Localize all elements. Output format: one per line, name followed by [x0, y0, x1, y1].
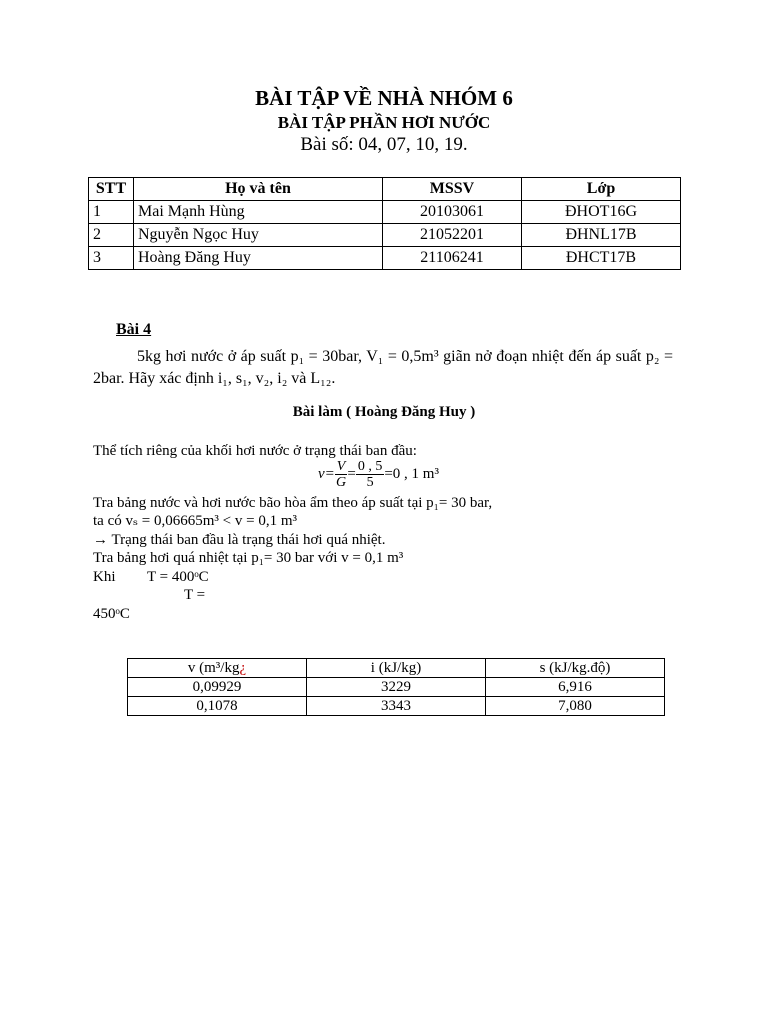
table-cell: 2 [89, 224, 134, 247]
table-cell: ĐHNL17B [522, 224, 681, 247]
table-cell: 3229 [307, 678, 486, 697]
temperature-label: T = [184, 587, 206, 603]
table-cell: Nguyễn Ngọc Huy [134, 224, 383, 247]
temperature-value: 450ᵒC [93, 606, 130, 622]
steam-table [127, 658, 665, 716]
formula-fraction [335, 459, 348, 490]
table-cell: ĐHCT17B [522, 247, 681, 270]
table-cell: Mai Mạnh Hùng [134, 201, 383, 224]
temperature-value: T = 400ᵒC [147, 569, 209, 585]
column-header: i (kJ/kg) [307, 659, 486, 678]
table-row [89, 247, 681, 270]
problem-statement [93, 346, 673, 390]
problem-label: Bài 4 [116, 321, 152, 338]
table-cell: 0,09929 [128, 678, 307, 697]
column-header-text: v (m³/kg [187, 660, 240, 676]
page-subtitle: BÀI TẬP PHẦN HƠI NƯỚC [277, 113, 491, 132]
table-cell: 21106241 [383, 247, 522, 270]
fraction-denominator: G [336, 475, 347, 490]
solution-line: ta có vₛ = 0,06665m³ < v = 0,1 m³ [93, 513, 297, 529]
formula-equals: = [347, 465, 356, 482]
column-header: Lớp [522, 178, 681, 201]
members-table [88, 177, 681, 270]
problem-text: 5kg hơi nước ở áp suất p₁ = 30bar, V₁ = 0,5m³ giãn nở đoạn nhiệt đến áp suất p₂ = 2bar. Hãy xác định i₁, s₁, v₂, i₂ và L₁₂. [93, 348, 673, 387]
table-cell: 3343 [307, 697, 486, 716]
column-header: Họ và tên [134, 178, 383, 201]
formula-result: =0 , 1 m³ [384, 465, 439, 482]
fraction-numerator: 0 , 5 [357, 459, 383, 474]
table-cell: Hoàng Đăng Huy [134, 247, 383, 270]
solution-line-label: Khi [93, 569, 116, 585]
table-cell: 20103061 [383, 201, 522, 224]
table-header-row [128, 659, 665, 678]
formula-lhs: v= [318, 465, 335, 482]
table-row [89, 201, 681, 224]
column-header: STT [89, 178, 134, 201]
column-header [128, 659, 307, 678]
solution-title: Bài làm ( Hoàng Đăng Huy ) [292, 404, 476, 420]
table-cell: 0,1078 [128, 697, 307, 716]
solution-line: → Trạng thái ban đầu là trạng thái hơi quá nhiệt. [93, 532, 386, 548]
table-cell: 1 [89, 201, 134, 224]
solution-line: Tra bảng nước và hơi nước bão hòa ẩm theo áp suất tại p₁= 30 bar, [93, 495, 493, 511]
table-cell: 3 [89, 247, 134, 270]
page-title: BÀI TẬP VỀ NHÀ NHÓM 6 [255, 86, 513, 110]
table-row [89, 224, 681, 247]
table-row [128, 678, 665, 697]
column-header: MSSV [383, 178, 522, 201]
table-cell: 7,080 [486, 697, 665, 716]
fraction-numerator: V [336, 459, 346, 474]
exercise-numbers: Bài số: 04, 07, 10, 19. [300, 134, 468, 155]
header-glyph: ¿ [239, 660, 247, 676]
specific-volume-formula [318, 459, 439, 490]
table-cell: 21052201 [383, 224, 522, 247]
table-row [128, 697, 665, 716]
table-cell: ĐHOT16G [522, 201, 681, 224]
solution-line: Thể tích riêng của khối hơi nước ở trạng thái ban đầu: [93, 443, 417, 459]
table-cell: 6,916 [486, 678, 665, 697]
formula-fraction [356, 459, 385, 490]
table-header-row [89, 178, 681, 201]
column-header: s (kJ/kg.độ) [486, 659, 665, 678]
solution-line: Tra bảng hơi quá nhiệt tại p₁= 30 bar với v = 0,1 m³ [93, 550, 404, 566]
fraction-denominator: 5 [366, 475, 374, 490]
